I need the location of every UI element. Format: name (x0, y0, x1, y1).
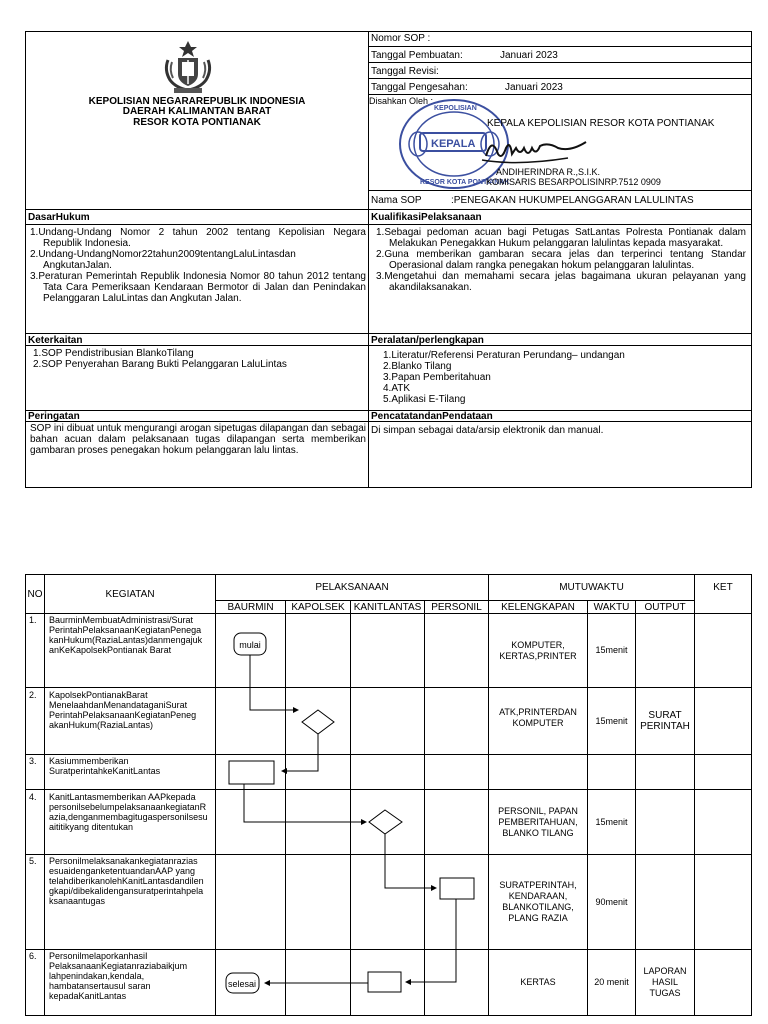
row-5-kelengkapan: SURATPERINTAH, KENDARAAN, BLANKOTILANG, PLANG RAZIA (499, 880, 577, 923)
disahkan-oleh: Disahkan Oleh : (369, 96, 434, 106)
tanggal-pengesahan-label: Tanggal Pengesahan: (371, 82, 468, 93)
row-5-no: 5. (29, 856, 37, 866)
pejabat-name: ANDIHERINDRA R.,S.I.K. (496, 167, 601, 177)
kualifikasi-item: 3.Mengetahui dan memahami secara jelas bagaimana ukuran pelayanan yang akandilaksanakan. (376, 271, 746, 293)
selesai-label: selesai (227, 979, 257, 989)
row-5-waktu: 90menit (595, 896, 628, 907)
dasar-hukum-item: 1.Undang-Undang Nomor 2 tahun 2002 tentang Kepolisian Negara Republik Indonesia. (30, 227, 366, 249)
keterkaitan-title: Keterkaitan (28, 335, 83, 346)
peringatan-title: Peringatan (28, 411, 80, 422)
org-line-1: KEPOLISIAN NEGARAREPUBLIK INDONESIA (88, 96, 306, 107)
header-pelaksanaan: PELAKSANAAN (315, 582, 389, 593)
row-3-kegiatan: Kasiummemberikan SuratperintahkeKanitLantas (49, 756, 161, 776)
dasar-hukum-title: DasarHukum (28, 212, 90, 223)
row-2-kelengkapan: ATK,PRINTERDAN KOMPUTER (499, 707, 577, 728)
header-mutuwaktu: MUTUWAKTU (559, 582, 624, 593)
kualifikasi-item: 1.Sebagai pedoman acuan bagi Petugas SatLantas Polresta Pontianak dalam Melakukan Penegakkan Hukum pelanggaran lalulintas kepada masyarakat. (376, 227, 746, 249)
header-personil: PERSONIL (431, 601, 482, 613)
header-output: OUTPUT (644, 601, 686, 613)
pejabat-rank: KOMISARIS BESARPOLISINRP.7512 0909 (486, 177, 661, 187)
header-kapolsek: KAPOLSEK (291, 601, 345, 613)
row-2-no: 2. (29, 690, 37, 700)
peringatan-text: SOP ini dibuat untuk mengurangi arogan sipetugas dilapangan dan sebagai bahan acuan dalam pelaksanaan tugas dilapangan serta memberikan gambaran proses penegakan hokum pelanggaran lalu lintas. (30, 423, 366, 456)
row-5-kegiatan: Personilmelaksanakankegiatanrazias esuaidenganketentuandanAAP yang telahdiberikanolehKanitLantasdandilen gkapi/dibekalidengansuratperintahpela ksanaantugas (49, 856, 204, 906)
dasar-hukum-item: 3.Peraturan Pemerintah Republik Indonesia Nomor 80 tahun 2012 tentang Tata Cara Pemeriksaan Kendaraan Bermotor di Jalan dan Penindakan Pelanggaran LaluLintas dan Angkutan Jalan. (30, 271, 366, 304)
tanggal-pembuatan-label: Tanggal Pembuatan: (371, 50, 463, 61)
row-1-kelengkapan: KOMPUTER, KERTAS,PRINTER (499, 639, 577, 661)
stamp-ring-top: KEPOLISIAN (434, 105, 477, 112)
peralatan-item: 3.Papan Pemberitahuan (383, 372, 491, 383)
org-line-3: RESOR KOTA PONTIANAK (133, 117, 261, 128)
row-6-kelengkapan: KERTAS (520, 977, 556, 987)
row-4-kelengkapan: PERSONIL, PAPAN PEMBERITAHUAN, BLANKO TILANG (498, 805, 578, 838)
dasar-hukum-item: 2.Undang-UndangNomor22tahun2009tentangLaluLintasdan AngkutanJalan. (30, 249, 296, 271)
keterkaitan-item: 1.SOP Pendistribusian BlankoTilang (33, 348, 194, 359)
row-2-waktu: 15menit (595, 715, 628, 726)
nomor-sop: Nomor SOP : (371, 33, 431, 44)
peralatan-title: Peralatan/perlengkapan (371, 335, 484, 346)
row-4-waktu: 15menit (595, 816, 628, 827)
header-baurmin: BAURMIN (227, 601, 274, 613)
tanggal-pengesahan-value: Januari 2023 (505, 82, 563, 93)
header-waktu: WAKTU (593, 601, 630, 613)
nama-sop-label: Nama SOP (371, 195, 422, 206)
org-line-2: DAERAH KALIMANTAN BARAT (122, 106, 272, 117)
kepala-title: KEPALA KEPOLISIAN RESOR KOTA PONTIANAK (487, 118, 715, 129)
pencatatan-title: PencatatandanPendataan (371, 411, 493, 422)
peralatan-item: 1.Literatur/Referensi Peraturan Perundang– undangan (383, 350, 625, 361)
row-4-kegiatan: KanitLantasmemberikan AAPkepada personilsebelumpelaksanaankegiatanR azia,denganmembagitugaspersonilsesu aititikyang ditentukan (49, 792, 208, 832)
row-6-no: 6. (29, 951, 37, 961)
nama-sop-value: :PENEGAKAN HUKUMPELANGGARAN LALULINTAS (451, 195, 694, 206)
stamp-text: KEPALA (431, 138, 476, 150)
tanggal-pembuatan-value: Januari 2023 (500, 50, 558, 61)
row-1-kegiatan: BaurminMembuatAdministrasi/Surat PerintahPelaksanaanKegiatanPenega kanHukum(RaziaLantas)danmengajuk anKeKapolsekPontianak Barat (49, 615, 203, 655)
row-4-no: 4. (29, 792, 37, 802)
header-ket: KET (713, 582, 733, 593)
tanggal-revisi: Tanggal Revisi: (371, 66, 439, 77)
kualifikasi-item: 2.Guna memberikan gambaran secara jelas dan terperinci tentang Standar Operasional dalam rangka penegakan hokum pelanggaran lalulintas. (376, 249, 746, 271)
header-no: NO (27, 588, 43, 600)
peralatan-item: 2.Blanko Tilang (383, 361, 452, 372)
row-6-kegiatan: PersonilmelaporkanhasiI PelaksanaanKegiatanraziabaikjum lahpenindakan,kendala, hambatansertausul saran kepadaKanitLantas (49, 951, 188, 1001)
row-2-output: SURAT PERINTAH (640, 710, 690, 732)
row-3-no: 3. (29, 756, 37, 766)
header-kanitlantas: KANITLANTAS (353, 601, 422, 613)
row-6-output: LAPORAN HASIL TUGAS (643, 966, 687, 998)
kualifikasi-title: KualifikasiPelaksanaan (371, 212, 482, 223)
peralatan-item: 4.ATK (383, 383, 411, 394)
row-6-waktu: 20 menit (594, 977, 629, 987)
pencatatan-text: Di simpan sebagai data/arsip elektronik dan manual. (371, 425, 604, 436)
row-2-kegiatan: KapolsekPontianakBarat MenelaahdanMenandataganiSurat PerintahPelaksanaanKegiatanPeneg akanHukum(RaziaLantas) (49, 690, 197, 730)
row-1-waktu: 15menit (595, 645, 628, 655)
peralatan-item: 5.Aplikasi E-Tilang (383, 394, 466, 405)
header-kegiatan: KEGIATAN (105, 588, 155, 600)
mulai-label: mulai (239, 640, 261, 650)
keterkaitan-item: 2.SOP Penyerahan Barang Bukti Pelanggaran LaluLintas (33, 359, 287, 370)
stamp-ring-bottom: RESOR KOTA PONTIANAK (420, 179, 510, 186)
header-kelengkapan: KELENGKAPAN (501, 601, 575, 613)
row-1-no: 1. (29, 615, 37, 625)
